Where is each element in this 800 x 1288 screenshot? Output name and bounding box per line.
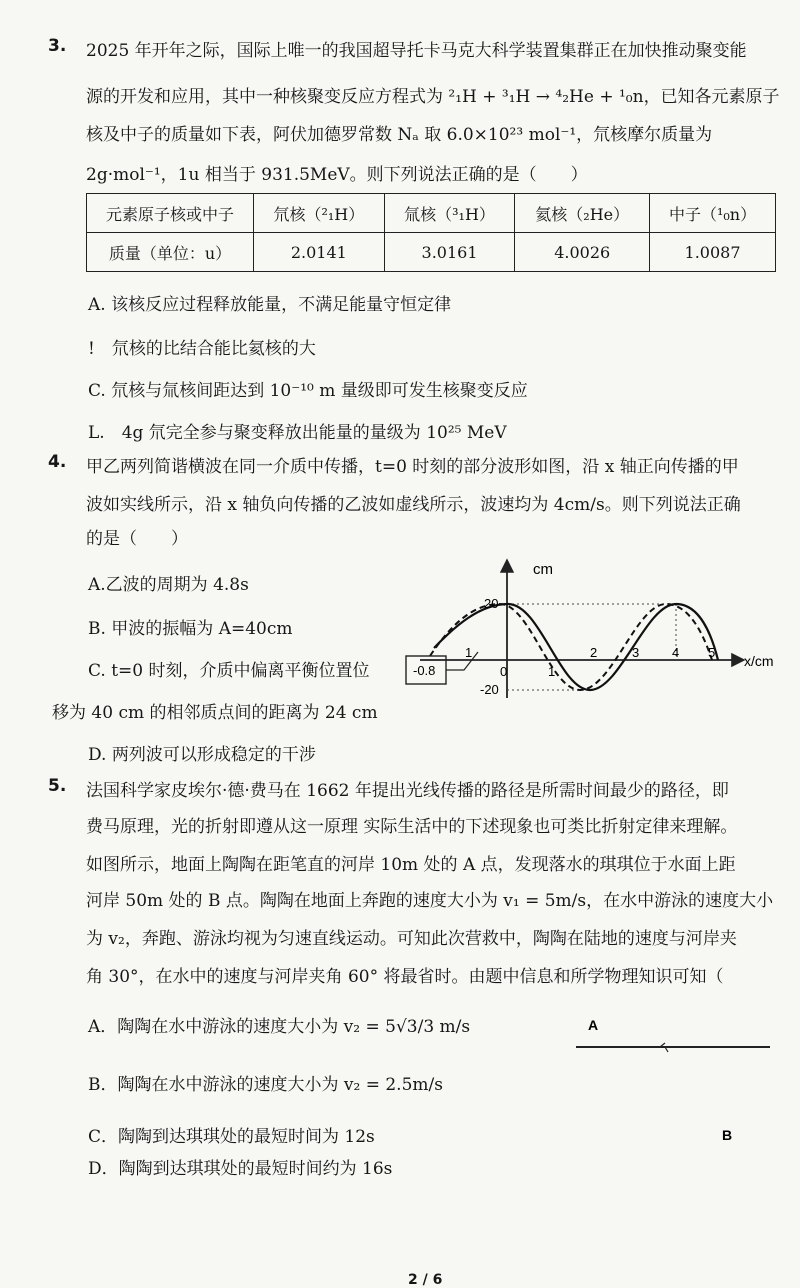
q5-text-line6: 角 30°，在水中的速度与河岸夹角 60° 将最省时。由题中信息和所学物理知识可知（ xyxy=(86,967,724,987)
table-row-label: 质量（单位：u） xyxy=(87,233,254,272)
q5-text-line1: 法国科学家皮埃尔·德·费马在 1662 年提出光线传播的路径是所需时间最少的路径，即 xyxy=(86,781,729,801)
page-number: 2 / 6 xyxy=(408,1272,443,1288)
q3-option-c: C. 氘核与氚核间距达到 10⁻¹⁰ m 量级即可发生核聚变反应 xyxy=(88,381,528,401)
table-header-cell: 元素原子核或中子 xyxy=(87,194,254,233)
q4-text-line1: 甲乙两列简谐横波在同一介质中传播，t=0 时刻的部分波形如图，沿 x 轴正向传播的甲 xyxy=(86,457,739,477)
callout-leader xyxy=(446,652,478,670)
mass-table xyxy=(86,193,776,272)
table-row xyxy=(87,233,776,272)
q4-option-b: B. 甲波的振幅为 A=40cm xyxy=(88,619,293,639)
table-cell: 4.0026 xyxy=(515,233,650,272)
x-tick-label: 1 xyxy=(465,645,473,660)
q5-option-d: D．陶陶到达琪琪处的最短时间约为 16s xyxy=(88,1159,393,1179)
q3-text-line1: 2025 年开年之际，国际上唯一的我国超导托卡马克大科学装置集群正在加快推动聚变能 xyxy=(86,41,747,61)
q3-text-line4: 2g·mol⁻¹，1u 相当于 931.5MeV。则下列说法正确的是（ ） xyxy=(86,165,588,185)
q5-option-c: C．陶陶到达琪琪处的最短时间为 12s xyxy=(88,1127,375,1147)
q3-text-line3: 核及中子的质量如下表，阿伏加德罗常数 Nₐ 取 6.0×10²³ mol⁻¹，氘核摩尔质量为 xyxy=(86,125,713,145)
river-figure xyxy=(570,1010,780,1150)
q3-option-a: A. 该核反应过程释放能量，不满足能量守恒定律 xyxy=(88,295,452,315)
x-tick-label: 5 xyxy=(708,645,716,660)
table-cell: 3.0161 xyxy=(384,233,515,272)
q3-option-b: ! 氘核的比结合能比氦核的大 xyxy=(88,339,316,359)
table-header-cell: 氚核（³₁H） xyxy=(384,194,515,233)
q4-text-line2: 波如实线所示，沿 x 轴负向传播的乙波如虚线所示，波速均为 4cm/s。则下列说法正确 xyxy=(86,495,741,515)
y-unit-label: cm xyxy=(533,561,553,578)
x-tick-label: 2 xyxy=(590,645,598,660)
q4-option-c-line1: C. t=0 时刻，介质中偏离平衡位置位 xyxy=(88,661,370,681)
y-tick-label: 20 xyxy=(484,596,499,611)
q5-option-b: B．陶陶在水中游泳的速度大小为 v₂ = 2.5m/s xyxy=(88,1075,443,1095)
x-tick-label: 1 xyxy=(548,664,556,679)
q3-number: 3. xyxy=(48,36,67,56)
table-cell: 2.0141 xyxy=(254,233,385,272)
q4-option-d: D. 两列波可以形成稳定的干涉 xyxy=(88,745,316,765)
q5-text-line2: 费马原理，光的折射即遵从这一原理 实际生活中的下述现象也可类比折射定律来理解。 xyxy=(86,817,738,837)
q5-number: 5. xyxy=(48,776,67,796)
table-row xyxy=(87,194,776,233)
q5-text-line5: 为 v₂，奔跑、游泳均视为匀速直线运动。可知此次营救中，陶陶在陆地的速度与河岸夹 xyxy=(86,929,737,949)
q4-option-a: A.乙波的周期为 4.8s xyxy=(88,575,249,595)
q3-text-line2: 源的开发和应用，其中一种核聚变反应方程式为 ²₁H + ³₁H → ⁴₂He + ¹₀n，已知各元素原子 xyxy=(86,87,780,107)
q4-text-line3: 的是（ ） xyxy=(86,529,188,549)
point-a-label: A xyxy=(588,1017,599,1033)
origin-label: 0 xyxy=(500,664,508,679)
table-header-cell: 氦核（₂He） xyxy=(515,194,650,233)
q4-number: 4. xyxy=(48,452,67,472)
y-tick-label: -20 xyxy=(480,682,499,697)
x-unit-label: x/cm xyxy=(744,653,774,669)
q3-option-d: L. 4g 氘完全参与聚变释放出能量的量级为 10²⁵ MeV xyxy=(88,423,507,443)
table-header-cell: 氘核（²₁H） xyxy=(254,194,385,233)
q5-option-a: A．陶陶在水中游泳的速度大小为 v₂ = 5√3/3 m/s xyxy=(88,1017,471,1037)
point-b-label: B xyxy=(722,1127,733,1143)
table-header-cell: 中子（¹₀n） xyxy=(650,194,776,233)
wave-dashed-curve xyxy=(430,604,712,690)
table-cell: 1.0087 xyxy=(650,233,776,272)
q5-text-line4: 河岸 50m 处的 B 点。陶陶在地面上奔跑的速度大小为 v₁ = 5m/s，在水中游泳的速度大小 xyxy=(86,891,774,911)
x-tick-label: 4 xyxy=(672,645,680,660)
q4-option-c-line2: 移为 40 cm 的相邻质点间的距离为 24 cm xyxy=(52,703,378,723)
x-tick-label: 3 xyxy=(632,645,640,660)
wave-figure xyxy=(400,556,790,706)
q5-text-line3: 如图所示，地面上陶陶在距笔直的河岸 10m 处的 A 点，发现落水的琪琪位于水面上距 xyxy=(86,855,736,875)
callout-label: -0.8 xyxy=(413,663,436,678)
